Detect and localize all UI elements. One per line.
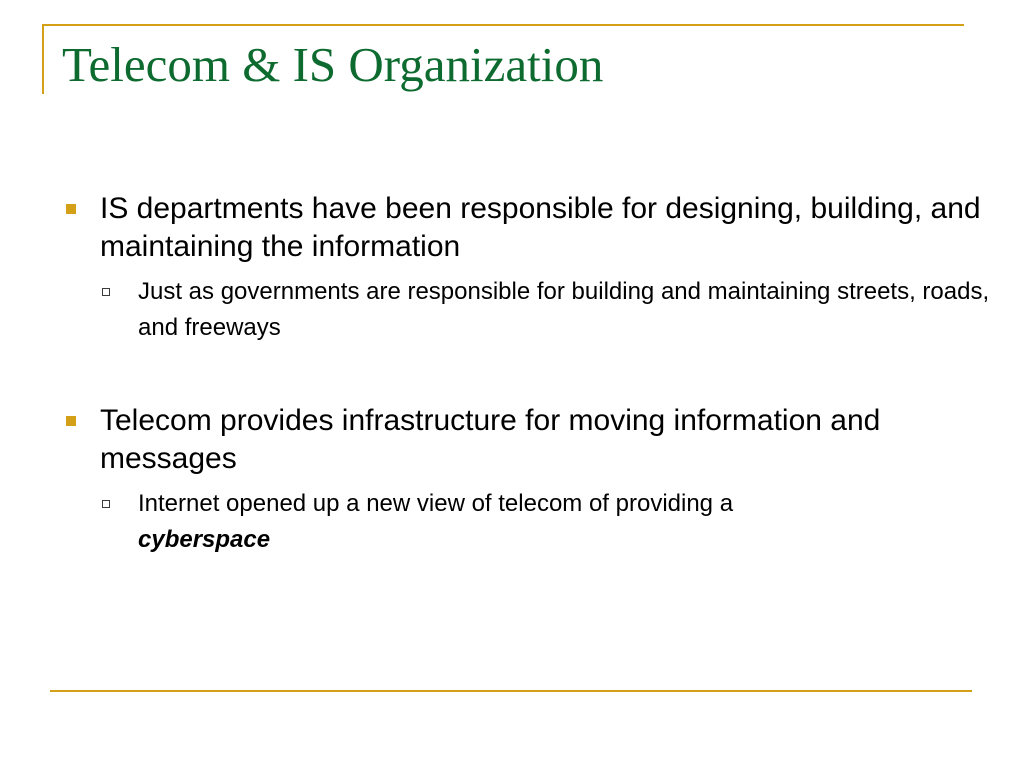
square-bullet-icon [66,204,76,214]
sub-bullet-item [60,274,990,346]
slide-body [60,190,990,558]
top-accent-line [42,24,964,26]
sub-bullet-text: Internet opened up a new view of telecom of providing a [138,490,734,517]
slide-title: Telecom & IS Organization [62,37,604,92]
square-bullet-icon [66,416,76,426]
left-accent-line [42,24,44,94]
hollow-square-bullet-icon [102,500,110,508]
bullet-text: IS departments have been responsible for designing, building, and maintaining the information [100,192,981,263]
emphasized-term: cyberspace [138,526,271,553]
hollow-square-bullet-icon [102,288,110,296]
bullet-group-1 [60,190,990,346]
bullet-text: Telecom provides infrastructure for moving information and messages [100,404,881,475]
bullet-item [60,190,990,266]
bullet-group-2 [60,402,990,558]
bottom-accent-line [50,690,972,692]
sub-bullet-item [60,486,990,558]
sub-bullet-text: Just as governments are responsible for building and maintaining streets, roads, and freeways [138,278,990,341]
bullet-item [60,402,990,478]
